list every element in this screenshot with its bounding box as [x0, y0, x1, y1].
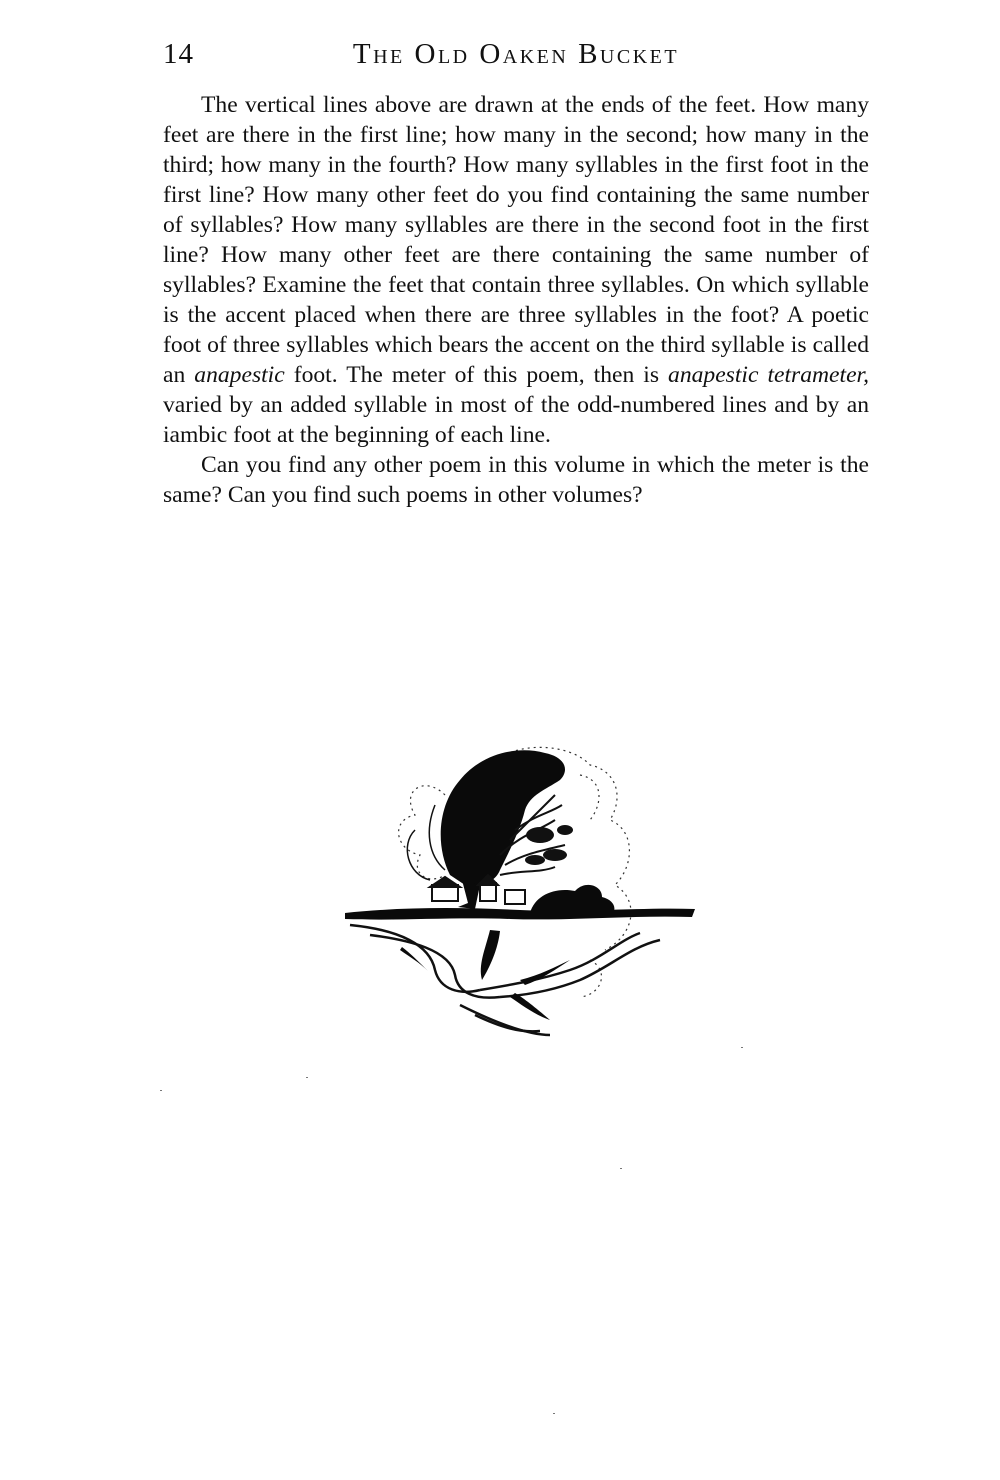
italic-term-anapestic-tetrameter: anapestic tetrameter,: [668, 362, 870, 388]
page-number: 14: [163, 38, 194, 70]
running-title: The Old Oaken Bucket: [352, 38, 680, 70]
landscape-vignette-illustration: [340, 735, 700, 1040]
paragraph-text: foot. The meter of this poem, then is: [284, 362, 669, 388]
paragraph-meter-questions: [163, 90, 869, 450]
body-text: [163, 90, 869, 510]
page-header: [163, 38, 869, 82]
scan-speck: [553, 1413, 555, 1414]
horizon-band: [345, 908, 695, 920]
water-reflections: [400, 930, 570, 1020]
tree-trunk: [458, 880, 480, 909]
tree-leaves: [525, 825, 573, 865]
scan-speck: [306, 1077, 308, 1078]
scan-speck: [160, 1090, 162, 1091]
paragraph-other-poems: Can you find any other poem in this volume in which the meter is the same? Can you find such poems in other volumes?: [163, 452, 869, 508]
winding-river: [350, 925, 660, 1035]
paragraph-text: varied by an added syllable in most of the odd-numbered lines and by an iambic foot at the beginning of each line.: [163, 392, 869, 448]
italic-term-anapestic: anapestic: [194, 362, 285, 388]
paragraph-text: The vertical lines above are drawn at the ends of the feet. How many feet are there in the first line; how many in the second; how many in the third; how many in the fourth? How many syllables in the first foot in the first line? How many other feet do you find containing the same number of syllables? How many syllables are there in the second foot in the first line? How many other feet are there containing the same number of syllables? Examine the feet that contain three syllables. On which syllable is the accent placed when there are three syllables in the foot? A poetic foot of three syllables which bears the accent on the third syllable is called an: [163, 92, 869, 388]
cloud-outlines: [407, 805, 445, 880]
scan-speck: [620, 1168, 622, 1169]
scan-speck: [741, 1047, 743, 1048]
tree-canopy: [441, 750, 565, 885]
